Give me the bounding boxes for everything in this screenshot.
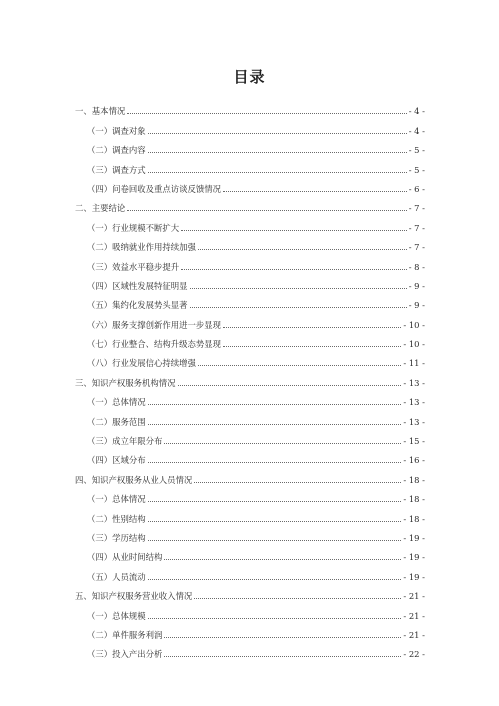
toc-entry-label: （三）学历结构	[87, 532, 146, 543]
toc-dot-leader	[148, 579, 402, 580]
toc-dot-leader	[198, 365, 401, 366]
toc-dot-leader	[148, 462, 402, 463]
toc-entry-label: （四）从业时间结构	[87, 552, 163, 563]
toc-dot-leader	[148, 540, 402, 541]
toc-subsection-entry[interactable]	[75, 621, 425, 640]
toc-page-number: - 4 -	[408, 125, 425, 136]
toc-dot-leader	[223, 346, 401, 347]
toc-dot-leader	[148, 133, 407, 134]
toc-entry-label: （八）行业发展信心持续增强	[87, 358, 196, 369]
toc-dot-leader	[164, 637, 401, 638]
toc-dot-leader	[194, 598, 401, 599]
toc-subsection-entry[interactable]	[75, 543, 425, 562]
toc-dot-leader	[148, 152, 407, 153]
toc-subsection-entry[interactable]	[75, 310, 425, 329]
toc-dot-leader	[181, 230, 407, 231]
toc-section-entry[interactable]	[75, 194, 425, 213]
toc-dot-leader	[148, 424, 402, 425]
toc-page-number: - 21 -	[403, 610, 425, 621]
toc-entry-label: （四）问卷回收及重点访谈反馈情况	[87, 183, 221, 194]
toc-entry-label: （四）区域性发展特征明显	[87, 280, 188, 291]
toc-dot-leader	[190, 288, 407, 289]
toc-subsection-entry[interactable]	[75, 427, 425, 446]
toc-entry-label: （二）服务范围	[87, 416, 146, 427]
toc-page-number: - 5 -	[408, 145, 425, 156]
toc-page-number: - 9 -	[408, 280, 425, 291]
toc-dot-leader	[148, 521, 402, 522]
toc-page-number: - 5 -	[408, 164, 425, 175]
toc-dot-leader	[127, 210, 406, 211]
toc-page-number: - 7 -	[408, 222, 425, 233]
toc-entry-label: 一、基本情况	[75, 106, 126, 117]
toc-subsection-entry[interactable]	[75, 640, 425, 659]
toc-subsection-entry[interactable]	[75, 485, 425, 504]
toc-subsection-entry[interactable]	[75, 252, 425, 271]
toc-dot-leader	[148, 404, 402, 405]
toc-page-number: - 21 -	[403, 629, 425, 640]
toc-subsection-entry[interactable]	[75, 233, 425, 252]
toc-entry-label: （一）行业规模不断扩大	[87, 222, 180, 233]
toc-entry-label: （二）吸纳就业作用持续加强	[87, 242, 196, 253]
toc-entry-label: 二、主要结论	[75, 203, 126, 214]
toc-dot-leader	[190, 307, 407, 308]
toc-section-entry[interactable]	[75, 97, 425, 116]
toc-subsection-entry[interactable]	[75, 562, 425, 581]
toc-subsection-entry[interactable]	[75, 136, 425, 155]
toc-section-entry[interactable]	[75, 368, 425, 387]
toc-entry-label: （四）区域分布	[87, 455, 146, 466]
toc-page-number: - 13 -	[403, 377, 425, 388]
table-of-contents	[75, 97, 425, 659]
toc-page-number: - 21 -	[403, 591, 425, 602]
toc-entry-label: 四、知识产权服务从业人员情况	[75, 474, 193, 485]
toc-subsection-entry[interactable]	[75, 155, 425, 174]
page-title: 目录	[233, 68, 266, 86]
toc-entry-label: （三）调查方式	[87, 164, 146, 175]
toc-page-number: - 13 -	[403, 397, 425, 408]
toc-entry-label: （一）总体情况	[87, 494, 146, 505]
toc-subsection-entry[interactable]	[75, 504, 425, 523]
toc-subsection-entry[interactable]	[75, 272, 425, 291]
toc-subsection-entry[interactable]	[75, 601, 425, 620]
toc-entry-label: （三）效益水平稳步提升	[87, 261, 180, 272]
toc-entry-label: （一）总体规模	[87, 610, 146, 621]
toc-subsection-entry[interactable]	[75, 524, 425, 543]
toc-page-number: - 19 -	[403, 552, 425, 563]
toc-entry-label: （三）投入产出分析	[87, 649, 163, 660]
toc-dot-leader	[198, 249, 407, 250]
toc-page-number: - 18 -	[403, 474, 425, 485]
toc-page-number: - 19 -	[403, 571, 425, 582]
toc-subsection-entry[interactable]	[75, 446, 425, 465]
toc-entry-label: （五）人员流动	[87, 571, 146, 582]
toc-entry-label: 五、知识产权服务营业收入情况	[75, 591, 193, 602]
toc-entry-label: （三）成立年限分布	[87, 436, 163, 447]
toc-section-entry[interactable]	[75, 465, 425, 484]
toc-page-number: - 15 -	[403, 436, 425, 447]
toc-section-entry[interactable]	[75, 582, 425, 601]
toc-entry-label: （六）服务支撑创新作用进一步显现	[87, 319, 221, 330]
toc-subsection-entry[interactable]	[75, 291, 425, 310]
toc-entry-label: （二）单件服务利润	[87, 629, 163, 640]
toc-subsection-entry[interactable]	[75, 407, 425, 426]
toc-entry-label: （七）行业整合、结构升级态势显现	[87, 339, 221, 350]
toc-dot-leader	[181, 269, 407, 270]
toc-page-number: - 9 -	[408, 300, 425, 311]
toc-subsection-entry[interactable]	[75, 175, 425, 194]
toc-dot-leader	[148, 172, 407, 173]
toc-dot-leader	[148, 618, 402, 619]
toc-page-number: - 6 -	[408, 183, 425, 194]
toc-page-number: - 18 -	[403, 513, 425, 524]
toc-page-number: - 11 -	[403, 358, 425, 369]
toc-dot-leader	[164, 443, 401, 444]
toc-page-number: - 10 -	[403, 319, 425, 330]
toc-page-number: - 10 -	[403, 339, 425, 350]
toc-entry-label: （一）调查对象	[87, 125, 146, 136]
toc-dot-leader	[223, 327, 401, 328]
toc-dot-leader	[178, 385, 402, 386]
toc-page-number: - 7 -	[408, 203, 425, 214]
toc-entry-label: 三、知识产权服务机构情况	[75, 377, 176, 388]
toc-dot-leader	[148, 501, 402, 502]
toc-dot-leader	[127, 113, 406, 114]
toc-page-number: - 4 -	[408, 106, 425, 117]
toc-page-number: - 7 -	[408, 242, 425, 253]
toc-page-number: - 19 -	[403, 532, 425, 543]
toc-entry-label: （二）调查内容	[87, 145, 146, 156]
toc-dot-leader	[164, 656, 401, 657]
toc-page-number: - 16 -	[403, 455, 425, 466]
toc-subsection-entry[interactable]	[75, 388, 425, 407]
toc-page-number: - 18 -	[403, 494, 425, 505]
toc-page-number: - 22 -	[403, 649, 425, 660]
toc-entry-label: （二）性别结构	[87, 513, 146, 524]
toc-page-number: - 13 -	[403, 416, 425, 427]
toc-dot-leader	[194, 482, 401, 483]
toc-subsection-entry[interactable]	[75, 349, 425, 368]
toc-entry-label: （一）总体情况	[87, 397, 146, 408]
toc-subsection-entry[interactable]	[75, 213, 425, 232]
toc-dot-leader	[164, 559, 401, 560]
toc-subsection-entry[interactable]	[75, 330, 425, 349]
toc-entry-label: （五）集约化发展势头显著	[87, 300, 188, 311]
toc-page-number: - 8 -	[408, 261, 425, 272]
toc-dot-leader	[223, 191, 407, 192]
toc-subsection-entry[interactable]	[75, 116, 425, 135]
